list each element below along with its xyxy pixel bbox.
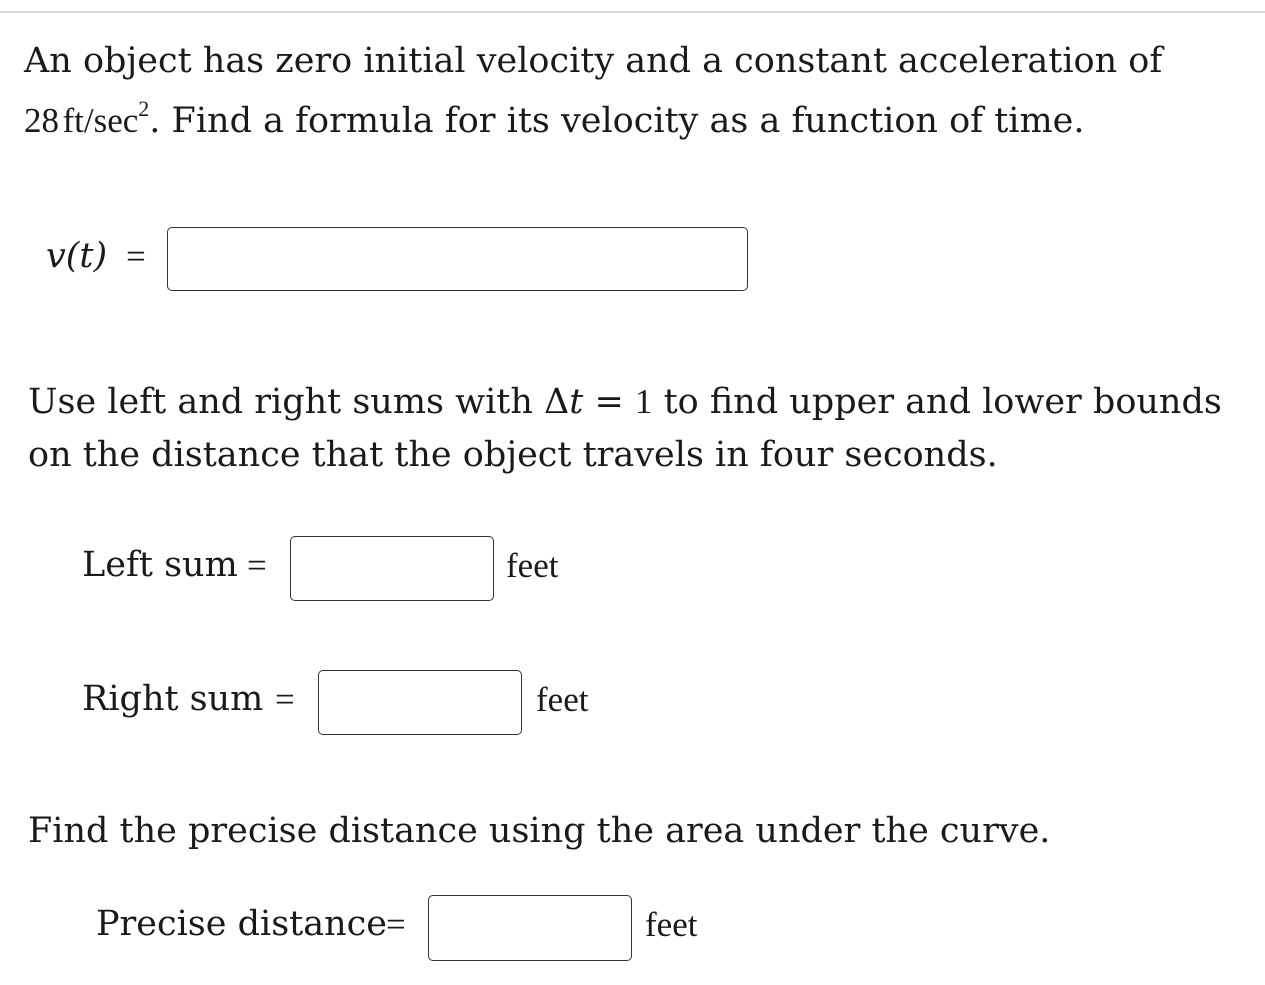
- left-sum-unit: feet: [506, 546, 559, 585]
- delta-t-value: 1: [634, 382, 653, 421]
- left-sum-input[interactable]: [290, 536, 494, 601]
- problem-statement: [24, 41, 1163, 141]
- left-sum-equals: =: [247, 546, 267, 585]
- delta-t-var: t: [569, 382, 584, 422]
- precise-equals: =: [386, 905, 406, 944]
- precise-prompt: Find the precise distance using the area under the curve.: [28, 811, 1051, 851]
- bounds-line-1-pre: Use left and right sums with Δ: [28, 382, 570, 422]
- right-sum-row: [0, 670, 700, 736]
- left-sum-row: [0, 536, 700, 602]
- top-divider: [0, 11, 1265, 13]
- acceleration-exponent: 2: [138, 96, 150, 121]
- left-sum-label: Left sum: [82, 545, 238, 585]
- acceleration-unit: ft/sec: [62, 101, 139, 140]
- bounds-line-1: [28, 384, 1222, 420]
- velocity-label: [46, 236, 108, 276]
- bounds-line-2: on the distance that the object travels in four seconds.: [28, 435, 998, 475]
- velocity-row: [0, 227, 760, 293]
- right-sum-label: Right sum: [82, 679, 264, 719]
- right-sum-input[interactable]: [318, 670, 522, 735]
- bounds-prompt: [28, 384, 1222, 473]
- problem-line-2-rest: . Find a formula for its velocity as a function of time.: [149, 101, 1085, 141]
- acceleration-value: 28: [24, 101, 59, 140]
- precise-row: [0, 895, 760, 961]
- velocity-arg: (t): [65, 236, 108, 276]
- bounds-line-1-post: to find upper and lower bounds: [652, 382, 1222, 422]
- right-sum-equals: =: [275, 680, 295, 719]
- precise-input[interactable]: [428, 895, 632, 961]
- precise-unit: feet: [645, 905, 698, 944]
- velocity-fn: v: [46, 236, 66, 276]
- problem-line-2: [24, 96, 1162, 141]
- velocity-equals: =: [126, 237, 146, 276]
- velocity-input[interactable]: [167, 227, 748, 291]
- bounds-eq: =: [583, 382, 635, 422]
- precise-label: Precise distance: [96, 904, 387, 944]
- right-sum-unit: feet: [536, 680, 589, 719]
- problem-line-1: An object has zero initial velocity and a constant acceleration of: [24, 41, 1163, 81]
